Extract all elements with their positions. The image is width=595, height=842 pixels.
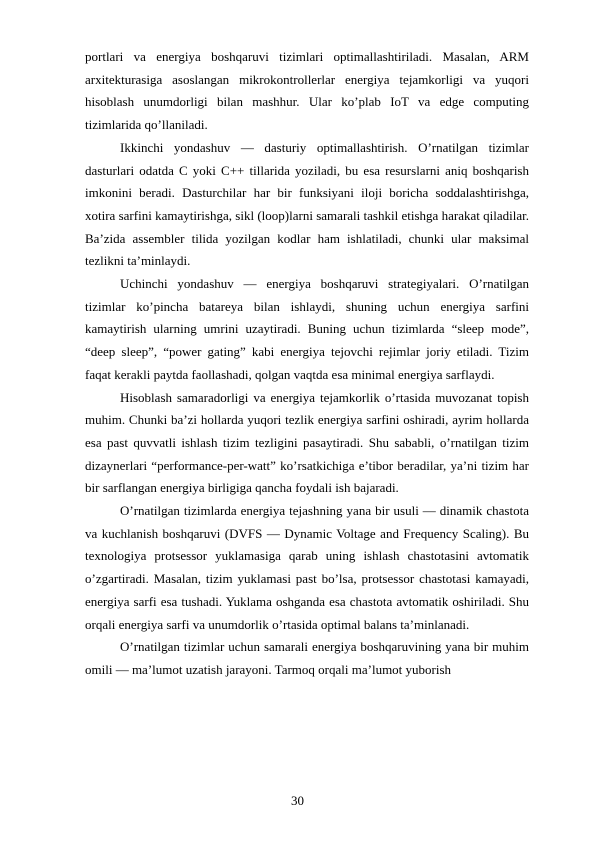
- page-body: [85, 46, 529, 682]
- paragraph-third-approach: Uchinchi yondashuv — energiya boshqaruvi strategiyalari. O’rnatilgan tizimlar ko’pincha batareya bilan ishlaydi, shuning uchun energiya sarfini kamaytirish ularning umrini uzaytiradi. Buning uchun tizimlarda “sleep mode”, “deep sleep”, “power gating” kabi energiya tejovchi rejimlar joriy etiladi. Tizim faqat kerakli paytda faollashadi, qolgan vaqtda esa minimal energiya sarflaydi.: [85, 276, 529, 382]
- paragraph-balance: Hisoblash samaradorligi va energiya tejamkorlik o’rtasida muvozanat topish muhim. Chunki ba’zi hollarda yuqori tezlik energiya sarfini oshiradi, ayrim hollarda esa past quvvatli ishlash tizim tezligini pasaytiradi. Shu sababli, o’rnatilgan tizim dizaynerlari “performance-per-watt” ko’rsatkichiga e’tibor beradilar, ya’ni tizim har bir sarflangan energiya birligiga qancha foydali ish bajaradi.: [85, 389, 529, 496]
- paragraph-dvfs: O’rnatilgan tizimlarda energiya tejashning yana bir usuli — dinamik chastota va kuchlanish boshqaruvi (DVFS — Dynamic Voltage and Frequency Scaling). Bu texnologiya protsessor yuklamasiga qarab uning ishlash chastotasini avtomatik o’zgartiradi. Masalan, tizim yuklamasi past bo’lsa, protsessor chastotasi kamayadi, energiya sarfi esa tushadi. Yuklama oshganda esa chastota avtomatik oshiriladi. Shu orqali energiya sarfi va unumdorlik o’rtasida optimal balans ta’minlanadi.: [85, 503, 529, 632]
- paragraph-continuation: portlari va energiya boshqaruvi tizimlari optimallashtiriladi. Masalan, ARM arxitekturasiga asoslangan mikrokontrollerlar energiya tejamkorligi va yuqori hisoblash unumdorligi bilan mashhur. Ular ko’plab IoT va edge computing tizimlarida qo’llaniladi.: [85, 49, 529, 133]
- paragraph-second-approach: Ikkinchi yondashuv — dasturiy optimallashtirish. O’rnatilgan tizimlar dasturlari odatda C yoki C++ tillarida yoziladi, bu esa resurslarni aniq boshqarish imkonini beradi. Dasturchilar har bir funksiyani iloji boricha soddalashtirishga, xotira sarfini kamaytirishga, sikl (loop)larni samarali tashkil etishga harakat qiladilar. Ba’zida assembler tilida yozilgan kodlar ham ishlatiladi, chunki ular maksimal tezlikni ta’minlaydi.: [85, 139, 529, 269]
- page-number: 30: [291, 793, 304, 808]
- paragraph-data-transfer: O’rnatilgan tizimlar uchun samarali energiya boshqaruvining yana bir muhim omili — ma’lumot uzatish jarayoni. Tarmoq orqali ma’lumot yuborish: [85, 639, 529, 677]
